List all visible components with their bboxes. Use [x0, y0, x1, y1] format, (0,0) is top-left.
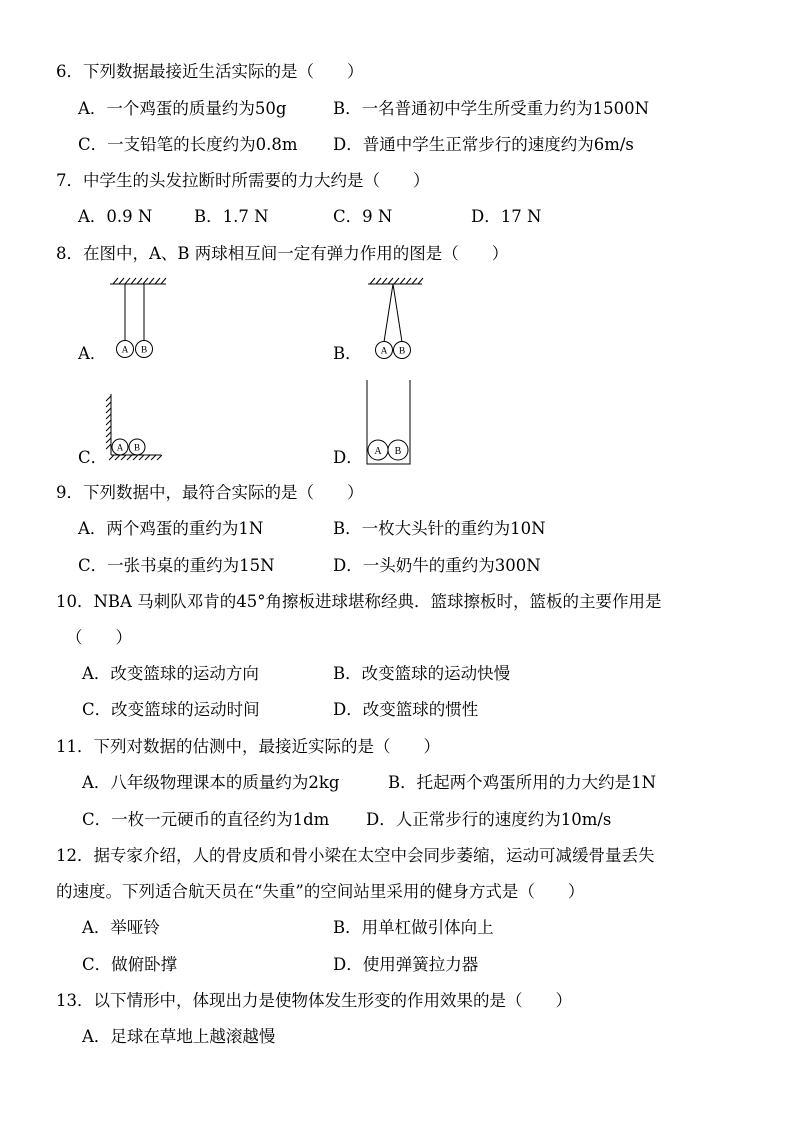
question-9-option-a: A．两个鸡蛋的重约为1N	[78, 519, 264, 538]
question-11-option-c: C．一枚一元硬币的直径约为1dm	[82, 810, 330, 829]
question-9-option-c: C．一张书桌的重约为15N	[78, 556, 275, 575]
question-11-stem: 11．下列对数据的估测中，最接近实际的是（ ）	[56, 737, 440, 756]
question-8-option-c: C．	[78, 448, 108, 467]
ball-b-label: B	[398, 346, 406, 357]
figure-b-balls-converging-strings	[366, 278, 426, 362]
question-10-option-c: C．改变篮球的运动时间	[82, 700, 260, 719]
question-10-stem-line-2: （ ）	[66, 628, 132, 647]
question-13-stem: 13．以下情形中，体现出力是使物体发生形变的作用效果的是（ ）	[56, 991, 572, 1010]
ball-a-label: A	[374, 446, 382, 457]
ball-a-label: A	[380, 346, 388, 357]
question-12-option-d: D．使用弹簧拉力器	[333, 955, 479, 974]
question-12-option-c: C．做俯卧撑	[82, 955, 178, 974]
question-10-option-b: B．改变篮球的运动快慢	[333, 664, 511, 683]
figure-a-two-hanging-balls	[104, 278, 174, 362]
question-12-option-b: B．用单杠做引体向上	[333, 918, 494, 937]
question-12-stem-line-2: 的速度。下列适合航天员在“失重”的空间站里采用的健身方式是（ ）	[56, 882, 585, 901]
ball-b-label: B	[394, 446, 402, 457]
question-10-stem-line-1: 10．NBA 马刺队邓肯的45°角擦板进球堪称经典．篮球擦板时，篮板的主要作用是	[56, 592, 662, 611]
question-6-option-d: D．普通中学生正常步行的速度约为6m/s	[333, 135, 634, 154]
question-9-option-b: B．一枚大头针的重约为10N	[333, 519, 546, 538]
question-10-option-a: A．改变篮球的运动方向	[82, 664, 259, 683]
question-8-option-a: A．	[78, 344, 107, 363]
question-7-option-b: B．1.7 N	[194, 207, 269, 226]
question-7-option-c: C．9 N	[333, 207, 393, 226]
ball-a-label: A	[121, 345, 129, 356]
question-6-stem: 6．下列数据最接近生活实际的是（ ）	[56, 62, 364, 81]
question-8-stem: 8．在图中，A、B 两球相互间一定有弹力作用的图是（ ）	[56, 244, 509, 263]
question-8-option-b: B．	[333, 344, 362, 363]
question-6-option-c: C．一支铅笔的长度约为0.8m	[78, 135, 298, 154]
question-9-option-d: D．一头奶牛的重约为300N	[333, 556, 541, 575]
question-11-option-a: A．八年级物理课本的质量约为2kg	[82, 773, 340, 792]
ball-b-label: B	[133, 442, 141, 453]
question-9-stem: 9．下列数据中，最符合实际的是（ ）	[56, 483, 364, 502]
question-12-option-a: A．举哑铃	[82, 918, 160, 937]
ball-a-label: A	[116, 442, 124, 453]
question-8-option-d: D．	[333, 448, 363, 467]
figure-c-balls-on-floor-against-wall	[104, 392, 166, 464]
ball-b-label: B	[140, 345, 148, 356]
question-13-option-a: A．足球在草地上越滚越慢	[82, 1027, 276, 1046]
question-6-option-a: A．一个鸡蛋的质量约为50g	[78, 99, 287, 118]
question-11-option-d: D．人正常步行的速度约为10m/s	[366, 810, 612, 829]
question-10-option-d: D．改变篮球的惯性	[333, 700, 479, 719]
figure-d-balls-in-container	[364, 378, 414, 466]
question-7-option-d: D．17 N	[471, 207, 542, 226]
question-11-option-b: B．托起两个鸡蛋所用的力大约是1N	[388, 773, 657, 792]
question-7-stem: 7．中学生的头发拉断时所需要的力大约是（ ）	[56, 171, 430, 190]
question-6-option-b: B．一名普通初中学生所受重力约为1500N	[333, 99, 650, 118]
question-12-stem-line-1: 12．据专家介绍，人的骨皮质和骨小梁在太空中会同步萎缩，运动可减缓骨量丢失	[56, 846, 655, 865]
question-7-option-a: A．0.9 N	[78, 207, 153, 226]
